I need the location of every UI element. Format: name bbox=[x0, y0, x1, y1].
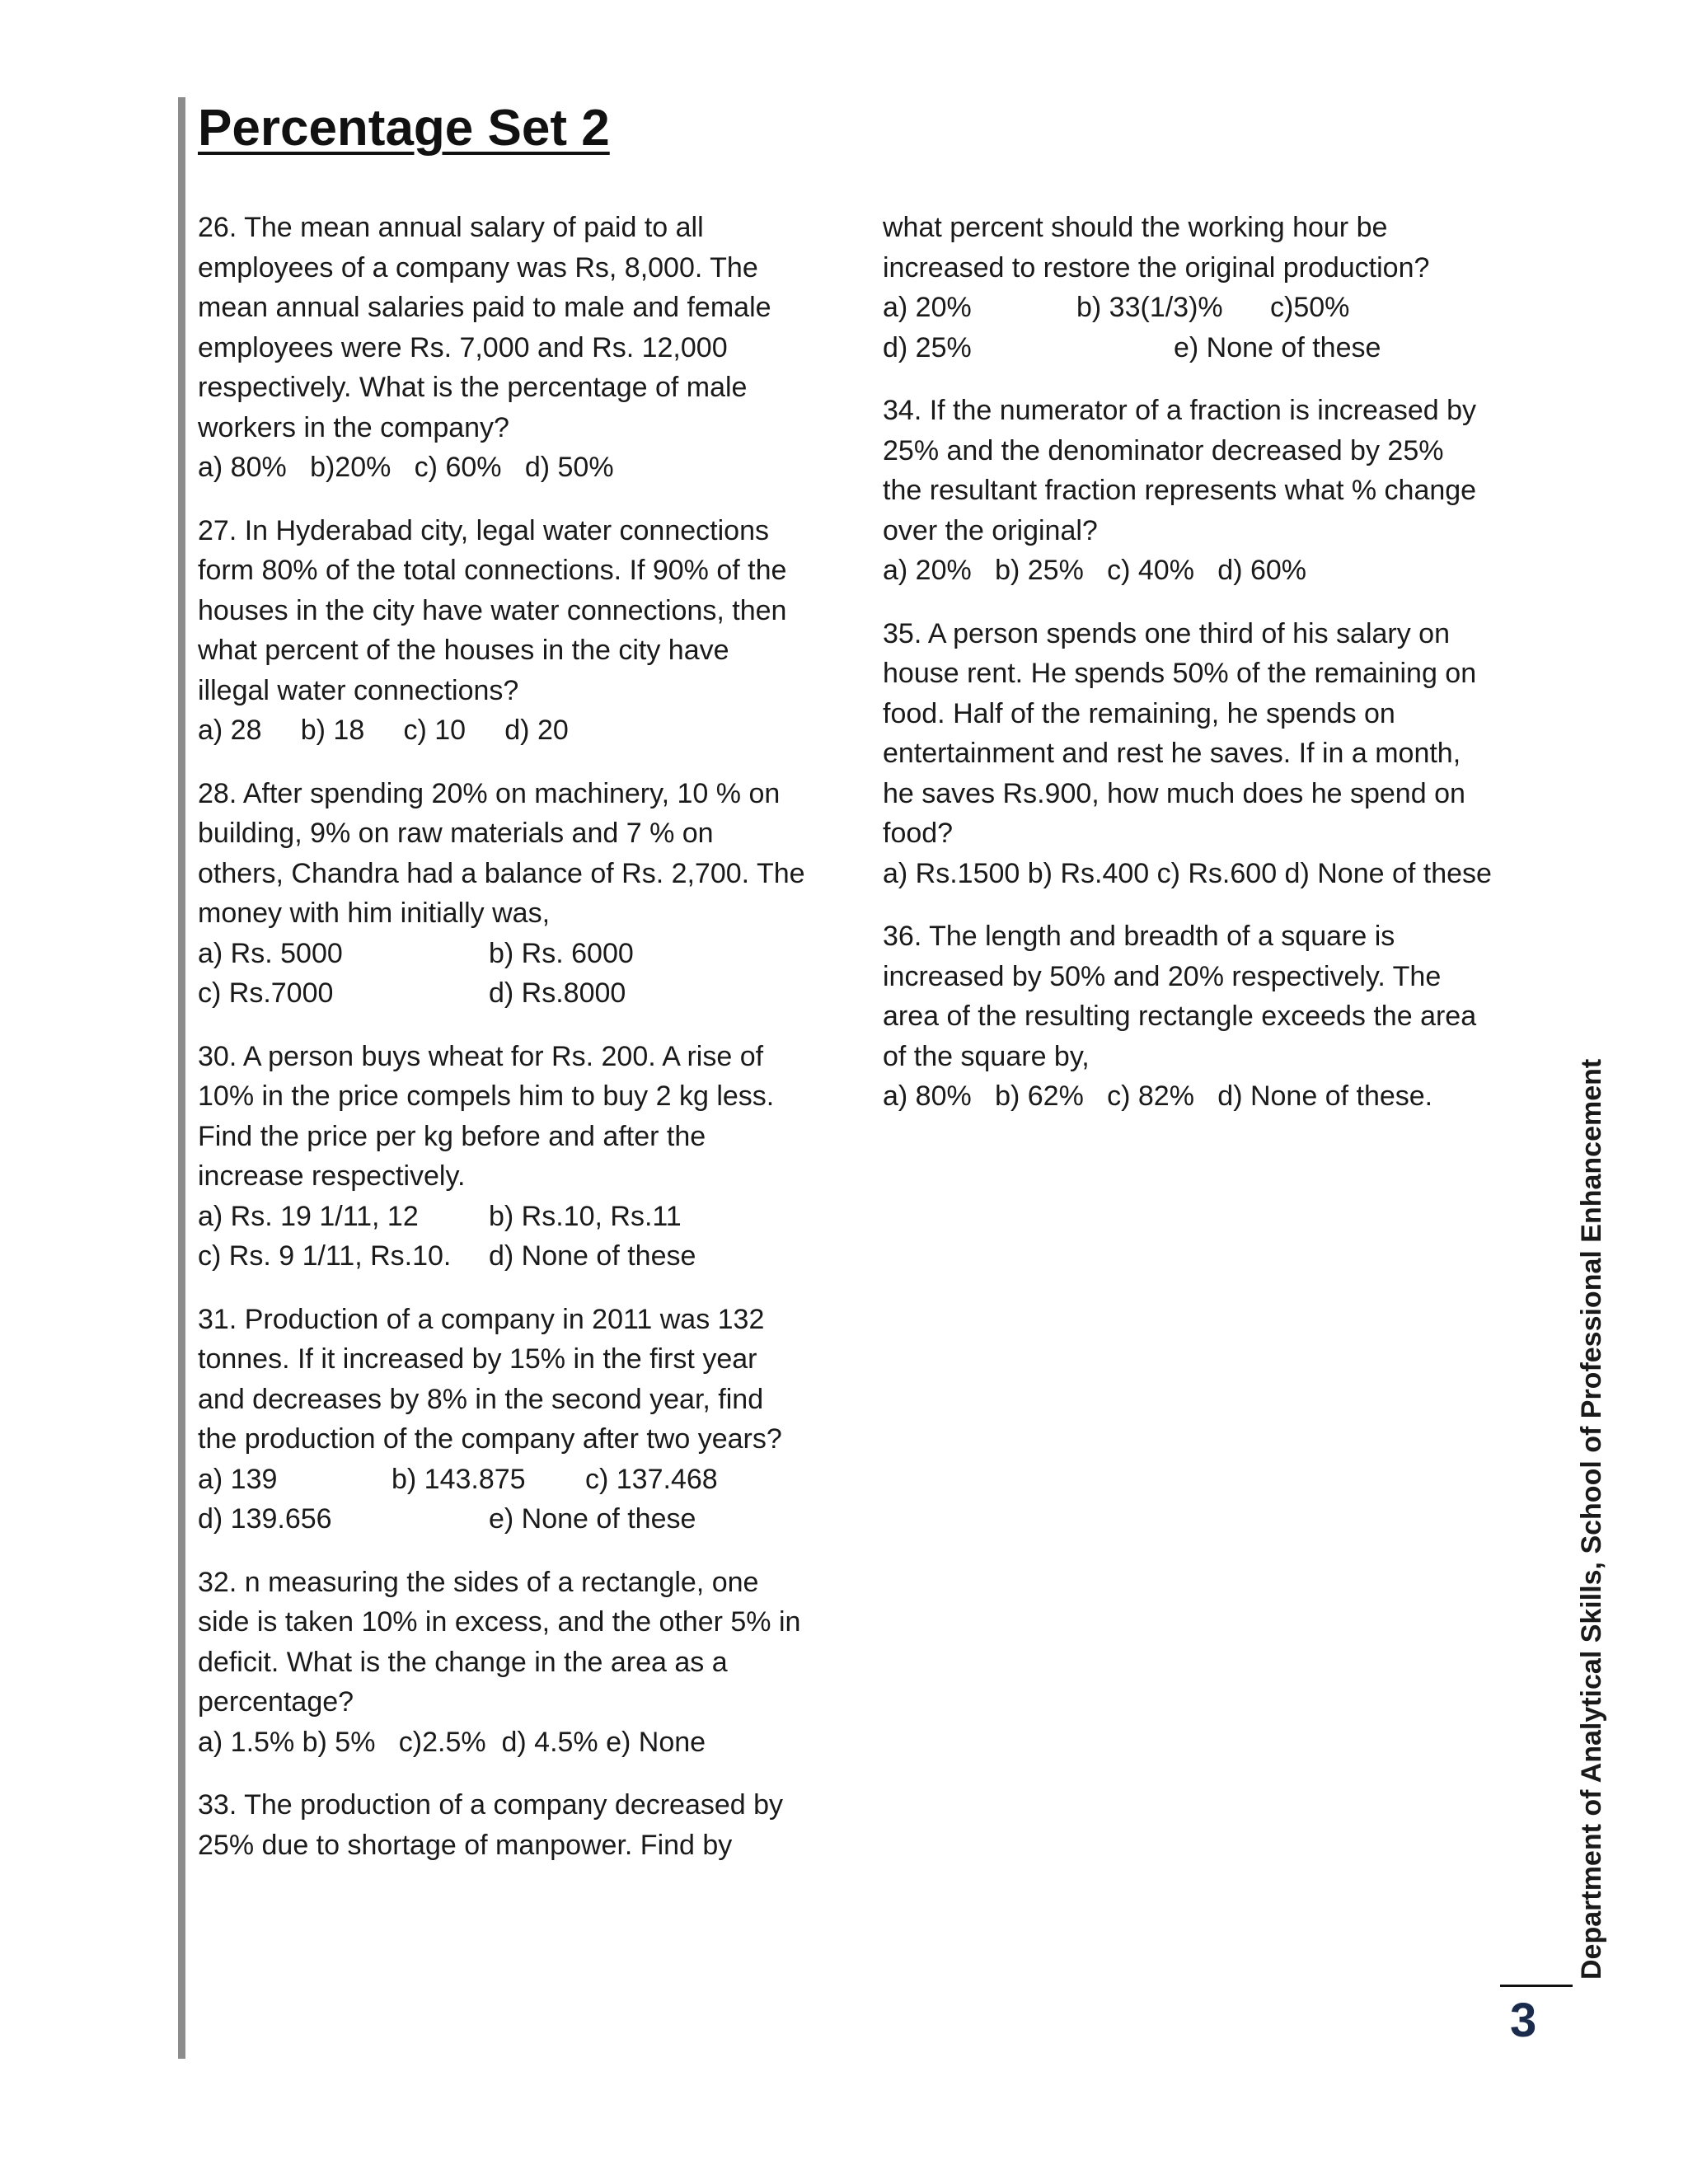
question-block bbox=[198, 1785, 824, 1865]
page-title: Percentage Set 2 bbox=[198, 100, 610, 157]
question-line: others, Chandra had a balance of Rs. 2,700. The bbox=[198, 857, 805, 889]
question-line: over the original? bbox=[883, 514, 1098, 546]
question-line: 25% due to shortage of manpower. Find by bbox=[198, 1829, 733, 1861]
question-line: of the square by, bbox=[883, 1040, 1090, 1072]
question-line: building, 9% on raw materials and 7 % on bbox=[198, 818, 714, 849]
question-line: the resultant fraction represents what % change bbox=[883, 475, 1477, 506]
options-row bbox=[198, 1460, 824, 1500]
question-line: 27. In Hyderabad city, legal water connections bbox=[198, 514, 769, 546]
question-line: entertainment and rest he saves. If in a month, bbox=[883, 738, 1461, 769]
question-line: increased to restore the original production? bbox=[883, 251, 1430, 284]
options-row bbox=[883, 288, 1517, 328]
options-row bbox=[198, 934, 824, 974]
question-line: side is taken 10% in excess, and the other 5% in bbox=[198, 1606, 801, 1638]
answer-option: a) 20% bbox=[883, 292, 972, 323]
question-line: 36. The length and breadth of a square is bbox=[883, 921, 1395, 952]
department-footer-vertical: Department of Analytical Skills, School of Professional Enhancement bbox=[1576, 1058, 1607, 1980]
question-line: he saves Rs.900, how much does he spend on bbox=[883, 777, 1465, 809]
question-line: the production of the company after two years? bbox=[198, 1423, 782, 1455]
answer-option: b) 143.875 bbox=[392, 1463, 526, 1495]
question-line: employees of a company was Rs, 8,000. The bbox=[198, 251, 758, 284]
answer-option: a) Rs. 19 1/11, 12 bbox=[198, 1200, 419, 1232]
question-block bbox=[883, 614, 1517, 894]
answer-option: d) 139.656 bbox=[198, 1503, 332, 1535]
answer-option: a) 20% b) 25% c) 40% d) 60% bbox=[883, 555, 1307, 586]
answer-option: b) Rs. 6000 bbox=[489, 937, 634, 969]
answer-option: a) 1.5% b) 5% c)2.5% d) 4.5% e) None bbox=[198, 1726, 706, 1758]
question-line: houses in the city have water connections, then bbox=[198, 594, 787, 626]
left-column bbox=[198, 208, 824, 1888]
answer-option: a) Rs.1500 b) Rs.400 c) Rs.600 d) None of these bbox=[883, 857, 1492, 889]
question-block bbox=[198, 1563, 824, 1763]
options-row bbox=[198, 1197, 824, 1237]
answer-option: a) 80% b)20% c) 60% d) 50% bbox=[198, 452, 614, 483]
options-row bbox=[883, 328, 1517, 368]
question-line: money with him initially was, bbox=[198, 898, 551, 929]
answer-option: d) 25% bbox=[883, 331, 972, 363]
answer-option: b) 33(1/3)% bbox=[1076, 292, 1223, 323]
question-line: Find the price per kg before and after the bbox=[198, 1120, 706, 1152]
question-line: tonnes. If it increased by 15% in the first year bbox=[198, 1343, 757, 1375]
question-line: 25% and the denominator decreased by 25% bbox=[883, 434, 1444, 466]
question-line: 10% in the price compels him to buy 2 kg less. bbox=[198, 1080, 775, 1112]
answer-option: d) Rs.8000 bbox=[489, 977, 626, 1009]
page-number: 3 bbox=[1510, 1994, 1537, 2047]
question-line: area of the resulting rectangle exceeds the area bbox=[883, 1001, 1477, 1032]
question-line: house rent. He spends 50% of the remaining on bbox=[883, 658, 1477, 689]
options-row bbox=[198, 973, 824, 1014]
left-margin-rule bbox=[178, 97, 185, 2059]
question-block bbox=[198, 511, 824, 751]
answer-option: c) Rs.7000 bbox=[198, 977, 334, 1009]
options-row bbox=[198, 710, 824, 751]
question-line: what percent should the working hour be bbox=[883, 212, 1388, 243]
question-line: deficit. What is the change in the area as a bbox=[198, 1646, 728, 1678]
answer-option: a) 28 b) 18 c) 10 d) 20 bbox=[198, 715, 569, 746]
answer-option: b) Rs.10, Rs.11 bbox=[489, 1200, 682, 1232]
question-block bbox=[198, 208, 824, 488]
question-line: percentage? bbox=[198, 1686, 354, 1718]
question-line: form 80% of the total connections. If 90% of the bbox=[198, 555, 787, 586]
options-row bbox=[198, 1499, 824, 1540]
answer-option: c) 137.468 bbox=[585, 1463, 718, 1495]
answer-option: c) Rs. 9 1/11, Rs.10. bbox=[198, 1240, 452, 1272]
answer-option: c)50% bbox=[1270, 292, 1350, 323]
question-line: 32. n measuring the sides of a rectangle, one bbox=[198, 1566, 759, 1598]
question-line: 31. Production of a company in 2011 was 132 bbox=[198, 1303, 765, 1335]
question-line: 34. If the numerator of a fraction is increased by bbox=[883, 395, 1477, 426]
question-line: 28. After spending 20% on machinery, 10 % on bbox=[198, 777, 781, 809]
answer-option: e) None of these bbox=[1174, 331, 1381, 363]
question-line: increased by 50% and 20% respectively. The bbox=[883, 960, 1442, 992]
answer-option: a) 139 bbox=[198, 1463, 278, 1495]
options-row bbox=[198, 448, 824, 488]
question-line: workers in the company? bbox=[198, 411, 509, 443]
options-row bbox=[883, 854, 1517, 894]
question-line: 26. The mean annual salary of paid to all bbox=[198, 212, 704, 243]
question-line: illegal water connections? bbox=[198, 674, 519, 706]
question-block bbox=[883, 391, 1517, 591]
options-row bbox=[883, 551, 1517, 591]
answer-option: a) Rs. 5000 bbox=[198, 937, 343, 969]
question-line: employees were Rs. 7,000 and Rs. 12,000 bbox=[198, 331, 728, 363]
page-number-rule bbox=[1500, 1985, 1573, 1987]
question-block bbox=[883, 916, 1517, 1117]
question-line: food? bbox=[883, 818, 954, 849]
question-block bbox=[198, 774, 824, 1014]
answer-option: a) 80% b) 62% c) 82% d) None of these. bbox=[883, 1080, 1433, 1112]
question-line: 33. The production of a company decreased by bbox=[198, 1789, 784, 1821]
answer-option: e) None of these bbox=[489, 1503, 696, 1535]
options-row bbox=[198, 1722, 824, 1763]
question-line: food. Half of the remaining, he spends on bbox=[883, 697, 1395, 729]
answer-option: d) None of these bbox=[489, 1240, 696, 1272]
question-line: increase respectively. bbox=[198, 1160, 466, 1192]
question-line: respectively. What is the percentage of male bbox=[198, 372, 748, 403]
right-column bbox=[883, 208, 1517, 1140]
question-line: 35. A person spends one third of his salary on bbox=[883, 617, 1451, 649]
question-block bbox=[198, 1300, 824, 1540]
question-block bbox=[883, 208, 1517, 368]
options-row bbox=[198, 1236, 824, 1277]
question-line: 30. A person buys wheat for Rs. 200. A rise of bbox=[198, 1040, 764, 1072]
options-row bbox=[883, 1076, 1517, 1117]
question-line: and decreases by 8% in the second year, find bbox=[198, 1383, 764, 1415]
question-line: what percent of the houses in the city have bbox=[198, 635, 729, 666]
question-block bbox=[198, 1037, 824, 1277]
question-line: mean annual salaries paid to male and female bbox=[198, 292, 771, 323]
